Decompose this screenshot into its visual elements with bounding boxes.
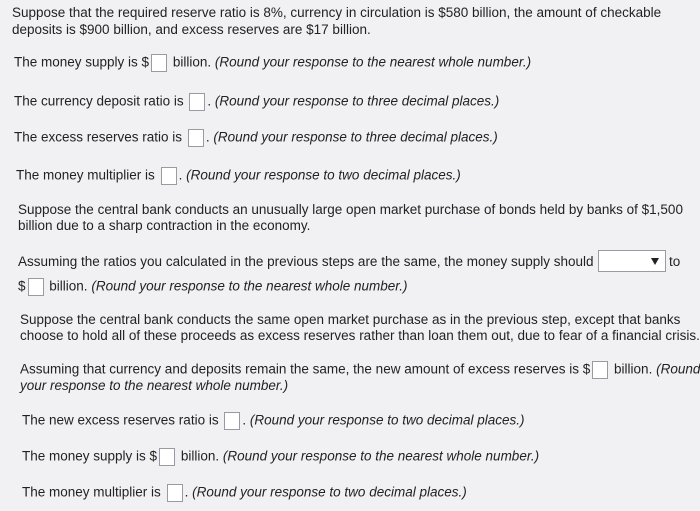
new-money-multiplier-hint: (Round your response to two decimal places.) bbox=[192, 484, 467, 500]
money-supply-change-hint: (Round your response to the nearest whole number.) bbox=[91, 278, 408, 294]
new-excess-reserves-input[interactable] bbox=[592, 361, 608, 379]
new-money-multiplier-input[interactable] bbox=[167, 484, 183, 502]
new-excess-reserves-ratio-hint: (Round your response to two decimal places.) bbox=[249, 412, 525, 428]
currency-deposit-ratio-question bbox=[14, 93, 499, 111]
intro-line-1: Suppose that the required reserve ratio is 8%, currency in circulation is $580 billion, the amount of checkable bbox=[12, 5, 662, 20]
money-supply-question bbox=[14, 54, 531, 72]
new-money-multiplier-question bbox=[22, 484, 467, 502]
new-money-supply-hint: (Round your response to the nearest whole number.) bbox=[222, 448, 540, 464]
intro-line-2: deposits is $900 billion, and excess reserves are $17 billion. bbox=[12, 22, 371, 37]
excess-reserves-ratio-suffix: . bbox=[205, 129, 210, 145]
dollar-sign: $ bbox=[18, 278, 26, 294]
scenario2-line-2: choose to hold all of these proceeds as excess reserves rather than loan them out, due to fear of a financial crisis. bbox=[20, 328, 700, 343]
currency-deposit-ratio-suffix: . bbox=[207, 93, 212, 109]
new-excess-reserves-hint-2: your response to the nearest whole number.) bbox=[20, 378, 289, 393]
money-multiplier-question bbox=[16, 167, 461, 185]
new-excess-reserves-question bbox=[20, 361, 700, 379]
money-multiplier-hint: (Round your response to two decimal places.) bbox=[186, 167, 461, 183]
new-excess-reserves-ratio-question bbox=[22, 412, 525, 430]
currency-deposit-ratio-prefix: The currency deposit ratio is bbox=[14, 93, 184, 109]
to-label: to bbox=[669, 254, 681, 269]
excess-reserves-ratio-input[interactable] bbox=[188, 129, 204, 147]
new-excess-reserves-prefix: Assuming that currency and deposits remain the same, the new amount of excess reserves is $ bbox=[20, 361, 591, 377]
new-excess-reserves-suffix: billion. bbox=[614, 361, 653, 377]
currency-deposit-ratio-input[interactable] bbox=[189, 93, 205, 111]
new-excess-reserves-ratio-prefix: The new excess reserves ratio is bbox=[22, 412, 219, 428]
dropdown-arrow-icon[interactable] bbox=[650, 255, 660, 267]
new-money-supply-suffix: billion. bbox=[180, 448, 220, 464]
excess-reserves-ratio-prefix: The excess reserves ratio is bbox=[14, 129, 183, 145]
new-money-supply-prefix: The money supply is $ bbox=[22, 448, 158, 464]
scenario1-line-2: billion due to a sharp contraction in the economy. bbox=[18, 218, 311, 233]
money-supply-change-input[interactable] bbox=[28, 278, 44, 296]
new-money-supply-input[interactable] bbox=[159, 448, 175, 466]
new-excess-reserves-ratio-suffix: . bbox=[242, 412, 247, 428]
money-multiplier-suffix: . bbox=[178, 167, 183, 183]
money-supply-change-suffix: billion. bbox=[49, 278, 88, 294]
scenario1-line-1: Suppose the central bank conducts an unusually large open market purchase of bonds held by banks of $1,500 bbox=[18, 202, 683, 217]
money-supply-suffix: billion. bbox=[172, 54, 212, 70]
excess-reserves-ratio-question bbox=[14, 129, 498, 147]
new-excess-reserves-hint-1: (Round bbox=[656, 361, 700, 377]
money-multiplier-input[interactable] bbox=[161, 167, 177, 185]
new-money-multiplier-prefix: The money multiplier is bbox=[22, 484, 161, 500]
money-supply-change-prefix: Assuming the ratios you calculated in the previous steps are the same, the money supply should bbox=[18, 254, 594, 269]
new-money-multiplier-suffix: . bbox=[184, 484, 189, 500]
money-supply-change-amount bbox=[18, 278, 408, 296]
excess-reserves-ratio-hint: (Round your response to three decimal places.) bbox=[213, 129, 498, 145]
money-supply-input[interactable] bbox=[151, 54, 167, 72]
money-multiplier-prefix: The money multiplier is bbox=[16, 167, 155, 183]
scenario2-line-1: Suppose the central bank conducts the same open market purchase as in the previous step, except that banks bbox=[20, 312, 681, 327]
money-supply-prefix: The money supply is $ bbox=[14, 54, 150, 70]
currency-deposit-ratio-hint: (Round your response to three decimal places.) bbox=[214, 93, 500, 109]
money-supply-hint: (Round your response to the nearest whole number.) bbox=[214, 54, 532, 70]
new-money-supply-question bbox=[22, 448, 539, 466]
new-excess-reserves-ratio-input[interactable] bbox=[224, 412, 240, 430]
direction-dropdown[interactable] bbox=[598, 250, 666, 272]
